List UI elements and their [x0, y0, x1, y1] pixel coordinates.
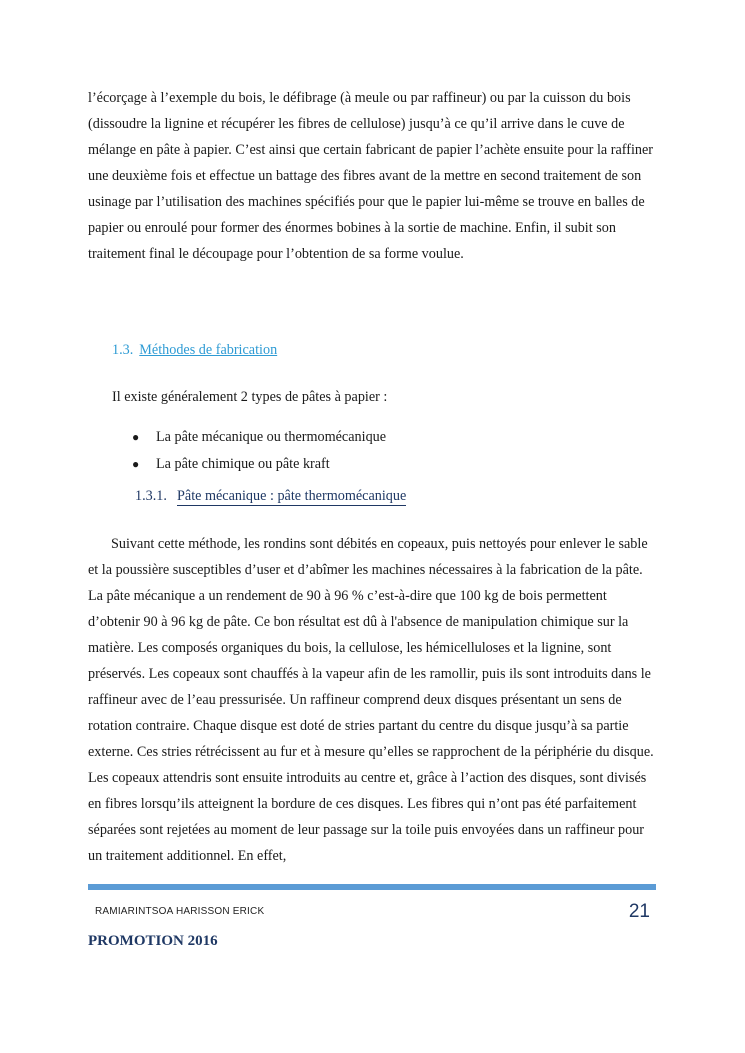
page-number: 21 — [628, 901, 650, 922]
body-paragraph-2: Suivant cette méthode, les rondins sont débités en copeaux, puis nettoyés pour enlever le sable et la poussière susceptibles d’user et d’abîmer les machines nécessaires à la fabrication de la pâte. La pâte mécanique a un rendement de 90 à 96 % c’est-à-dire que 100 kg de bois permettent d’obtenir 90 à 96 kg de pâte. Ce bon résultat est dû à l'absence de manipulation chimique sur la matière. Les composés organiques du bois, la cellulose, les hémicelluloses et la lignine, sont préservés. Les copeaux sont chauffés à la vapeur afin de les ramollir, puis ils sont introduits dans le raffineur avec de l’eau pressurisée. Un raffineur comprend deux disques présentant un sens de rotation contraire. Chaque disque est doté de stries partant du centre du disque jusqu’à sa partie externe. Ces stries rétrécissent au fur et à mesure qu’elles se rapprochent de la périphérie du disque. Les copeaux attendris sont ensuite introduits au centre et, grâce à l’action des disques, sont divisés en fibres lorsqu’ils atteignent la bordure de ces disques. Les fibres qui n’ont pas été parfaitement séparées sont rejetées au moment de leur passage sur la toile puis envoyées dans un raffineur pour un traitement additionnel. En effet, — [88, 536, 654, 864]
section-number: 1.3. — [112, 342, 134, 358]
section-heading-1-3[interactable] — [112, 340, 277, 360]
list-item-text: La pâte mécanique ou thermomécanique — [156, 429, 387, 445]
bullet-icon: ● — [132, 457, 140, 471]
footer-author: RAMIARINTSOA HARISSON ERICK — [95, 906, 265, 917]
list-item — [130, 424, 386, 451]
list-item — [130, 451, 386, 478]
pulp-types-list — [130, 424, 386, 478]
list-item-text: La pâte chimique ou pâte kraft — [156, 456, 330, 472]
subsection-title-link[interactable]: Pâte mécanique : pâte thermomécanique — [177, 488, 407, 504]
body-paragraph-1: l’écorçage à l’exemple du bois, le défibrage (à meule ou par raffineur) ou par la cuisson du bois (dissoudre la lignine et récupérer les fibres de cellulose) jusqu’à ce qu’il arrive dans le cuve de mélange en pâte à papier. C’est ainsi que certain fabricant de papier l’achète ensuite pour la raffiner une deuxième fois et effectue un battage des fibres avant de la mettre en second traitement de son usinage par l’utilisation des machines spécifiés pour que le papier lui-même se trouve en balles de papier ou enroulé pour former des énormes bobines à la sortie de machine. Enfin, il subit son traitement final le découpage pour l’obtention de sa forme voulue. — [88, 90, 653, 262]
section-title-link[interactable]: Méthodes de fabrication — [139, 342, 278, 358]
section-heading-1-3-1[interactable] — [135, 486, 406, 506]
bullet-icon: ● — [132, 430, 140, 444]
footer-divider — [88, 884, 656, 890]
intro-sentence: Il existe généralement 2 types de pâtes à papier : — [112, 389, 388, 405]
subsection-number: 1.3.1. — [135, 488, 167, 504]
footer-promotion: PROMOTION 2016 — [88, 933, 218, 949]
